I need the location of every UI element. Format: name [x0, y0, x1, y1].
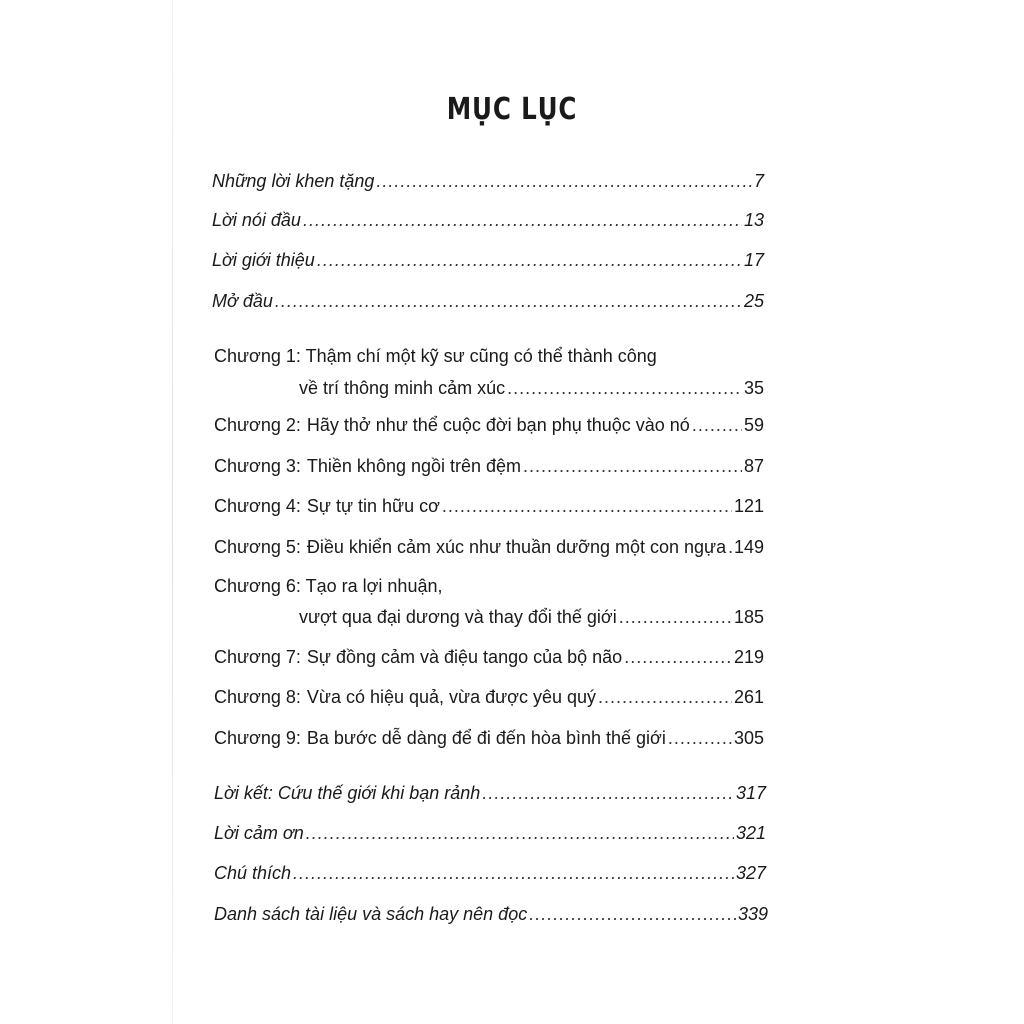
- toc-entry-front-3: [212, 249, 764, 271]
- dot-leader: [482, 782, 734, 804]
- toc-page-number: 59: [743, 415, 764, 435]
- toc-page-number: 13: [743, 210, 764, 230]
- chapter-title: Tạo ra lợi nhuận,: [305, 576, 443, 596]
- chapter-title: Thậm chí một kỹ sư cũng có thể thành công: [305, 346, 657, 366]
- chapter-title: Thiền không ngồi trên đệm: [306, 456, 522, 476]
- toc-entry-front-2: [212, 209, 764, 231]
- chapter-title-cont: vượt qua đại dương và thay đổi thế giới: [299, 607, 617, 627]
- chapter-label: Chương 3:: [214, 456, 301, 476]
- page-edge-shadow: [172, 0, 173, 1024]
- chapter-title: Hãy thở như thể cuộc đời bạn phụ thuộc vào nó: [306, 415, 690, 435]
- chapter-label: Chương 1:: [214, 346, 301, 366]
- toc-entry-chapter-9: [214, 727, 764, 749]
- toc-page-number: 339: [737, 904, 768, 924]
- dot-leader: [668, 727, 732, 749]
- toc-entry-chapter-7: [214, 646, 764, 668]
- dot-leader: [598, 686, 732, 708]
- toc-page-number: 87: [743, 456, 764, 476]
- toc-page-number: 261: [733, 687, 764, 707]
- dot-leader: [303, 209, 742, 231]
- toc-entry-text: Danh sách tài liệu và sách hay nên đọc: [214, 904, 528, 924]
- dot-leader: [293, 862, 734, 884]
- chapter-label: Chương 4:: [214, 496, 301, 516]
- toc-entry-back-4: [214, 903, 768, 925]
- toc-entry-chapter-2: [214, 414, 764, 436]
- dot-leader: [442, 495, 732, 517]
- toc-entry-text: Lời nói đầu: [212, 210, 301, 230]
- toc-page-number: 25: [743, 291, 764, 311]
- toc-entry-chapter-6: [299, 606, 764, 628]
- toc-page-number: 317: [735, 783, 766, 803]
- dot-leader: [692, 414, 742, 436]
- dot-leader: [376, 170, 752, 192]
- dot-leader: [529, 903, 736, 925]
- toc-entry-back-1: [214, 782, 766, 804]
- chapter-title: Điều khiển cảm xúc như thuần dưỡng một con ngựa: [306, 537, 727, 557]
- toc-entry-text: Chú thích: [214, 863, 292, 883]
- toc-entry-front-1: [212, 170, 764, 192]
- toc-chapter-6-heading: [214, 575, 442, 597]
- page-title: MỤC LỤC: [446, 92, 578, 127]
- toc-page-number: 7: [753, 171, 764, 191]
- toc-entry-text: Những lời khen tặng: [212, 171, 375, 191]
- toc-entry-back-2: [214, 822, 766, 844]
- toc-entry-front-4: [212, 290, 764, 312]
- dot-leader: [624, 646, 732, 668]
- chapter-title: Sự đồng cảm và điệu tango của bộ não: [306, 647, 623, 667]
- toc-page-number: 35: [743, 378, 764, 398]
- toc-entry-text: Mở đầu: [212, 291, 273, 311]
- chapter-title: Vừa có hiệu quả, vừa được yêu quý: [306, 687, 597, 707]
- toc-entry-chapter-8: [214, 686, 764, 708]
- toc-page-number: 185: [733, 607, 764, 627]
- chapter-label: Chương 2:: [214, 415, 301, 435]
- chapter-title: Ba bước dễ dàng để đi đến hòa bình thế giới: [306, 728, 666, 748]
- dot-leader: [728, 536, 732, 558]
- toc-page-number: 321: [735, 823, 766, 843]
- toc-page-number: 149: [733, 537, 764, 557]
- toc-entry-chapter-3: [214, 455, 764, 477]
- toc-page-number: 305: [733, 728, 764, 748]
- dot-leader: [275, 290, 742, 312]
- chapter-title-cont: về trí thông minh cảm xúc: [299, 378, 506, 398]
- toc-entry-text: Lời cảm ơn: [214, 823, 304, 843]
- chapter-title: Sự tự tin hữu cơ: [306, 496, 440, 516]
- dot-leader: [619, 606, 732, 628]
- toc-entry-chapter-1: [299, 377, 764, 399]
- chapter-label: Chương 6:: [214, 576, 301, 596]
- toc-entry-back-3: [214, 862, 766, 884]
- toc-entry-chapter-5: [214, 536, 764, 558]
- toc-chapter-1-heading: [214, 345, 657, 367]
- toc-page-number: 17: [743, 250, 764, 270]
- chapter-label: Chương 5:: [214, 537, 301, 557]
- toc-page-number: 219: [733, 647, 764, 667]
- dot-leader: [523, 455, 742, 477]
- toc-entry-text: Lời giới thiệu: [212, 250, 315, 270]
- toc-entry-text: Lời kết: Cứu thế giới khi bạn rảnh: [214, 783, 481, 803]
- dot-leader: [507, 377, 742, 399]
- chapter-label: Chương 9:: [214, 728, 301, 748]
- toc-page-number: 327: [735, 863, 766, 883]
- chapter-label: Chương 7:: [214, 647, 301, 667]
- dot-leader: [306, 822, 734, 844]
- chapter-label: Chương 8:: [214, 687, 301, 707]
- toc-page-number: 121: [733, 496, 764, 516]
- toc-entry-chapter-4: [214, 495, 764, 517]
- dot-leader: [317, 249, 742, 271]
